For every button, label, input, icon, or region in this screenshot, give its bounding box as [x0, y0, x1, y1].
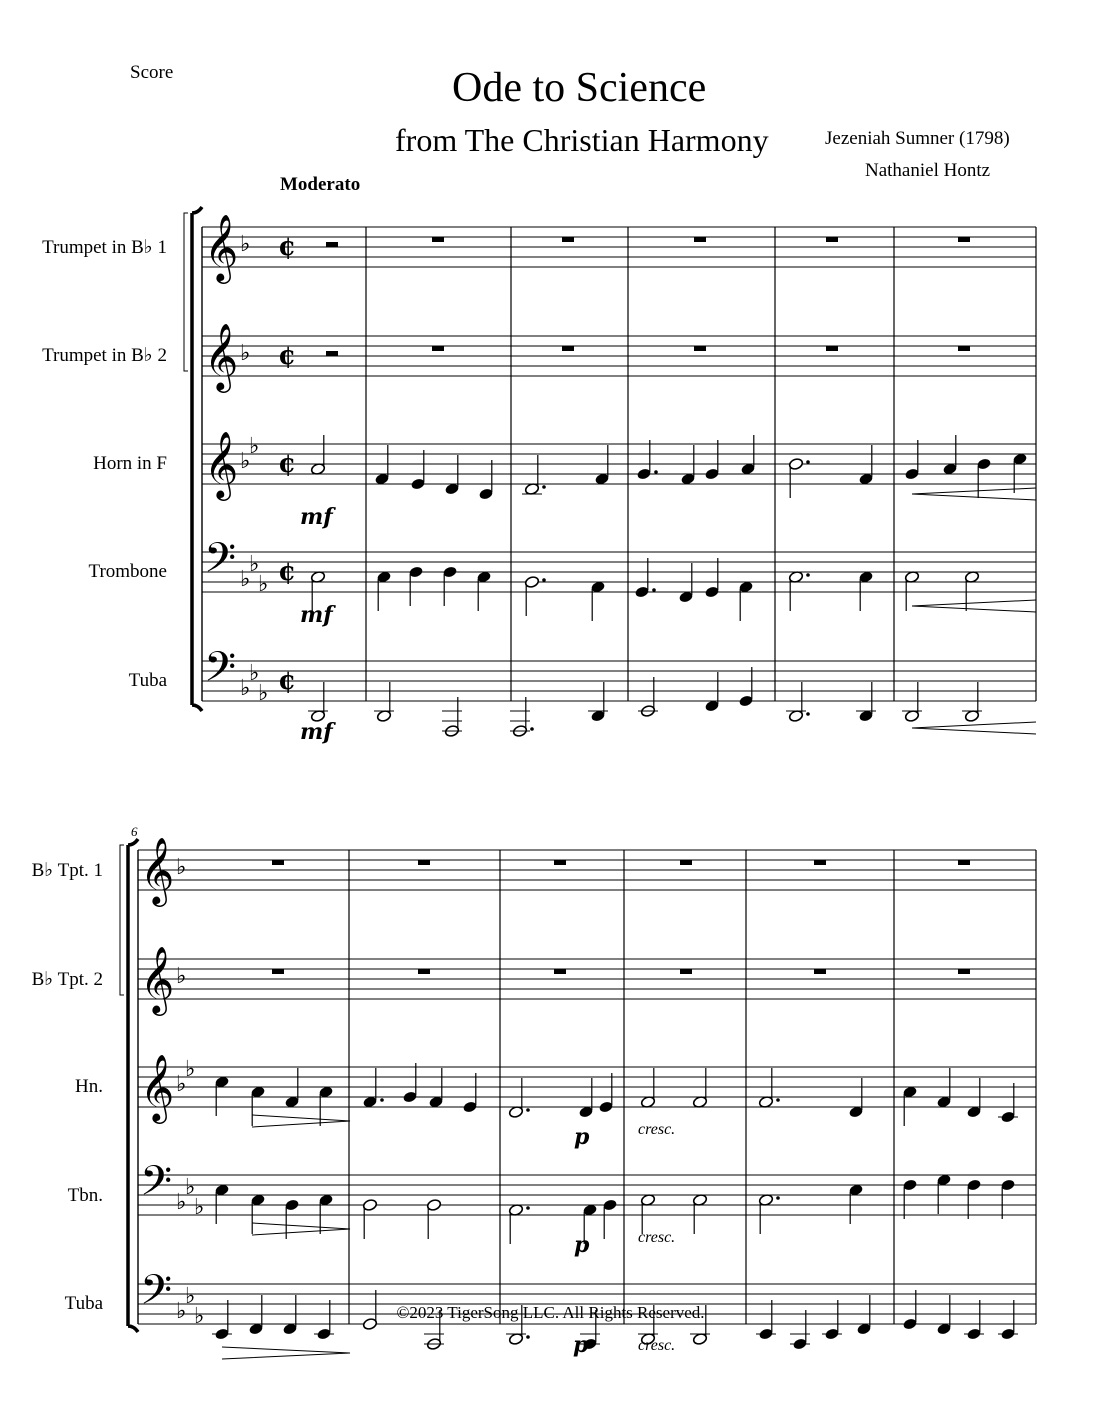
flat-icon: ♭: [194, 1195, 205, 1220]
treble-clef-icon: 𝄞: [204, 213, 239, 281]
dot: [652, 588, 656, 592]
copyright-notice: ©2023 TigerSong LLC. All Rights Reserved.: [396, 1303, 705, 1322]
instrument-name-trumpet-1: Trumpet in B♭ 1: [42, 237, 167, 258]
whole-rest: [826, 237, 838, 242]
flat-icon: ♭: [176, 1072, 187, 1097]
flat-icon: ♭: [240, 449, 251, 474]
whole-rest: [958, 969, 970, 974]
whole-rest: [418, 969, 430, 974]
half-rest: [326, 242, 338, 247]
instrument-abbr-tuba: Tuba: [64, 1293, 103, 1314]
treble-clef-icon: 𝄞: [140, 945, 175, 1013]
whole-rest: [562, 237, 574, 242]
flat-icon: ♭: [240, 676, 251, 701]
flat-icon: ♭: [258, 572, 269, 597]
flat-icon: ♭: [176, 964, 187, 989]
whole-rest: [814, 969, 826, 974]
whole-rest: [418, 860, 430, 865]
bass-clef-icon: 𝄢: [140, 1157, 173, 1215]
dot: [530, 727, 534, 731]
whole-rest: [554, 969, 566, 974]
dot: [806, 460, 810, 464]
notation-text: [128, 504, 676, 1358]
dot: [542, 578, 546, 582]
trumpet-bracket: [120, 845, 124, 995]
decrescendo-hairpin: [252, 1223, 350, 1235]
whole-rest: [826, 346, 838, 351]
crescendo-hairpin: [912, 722, 1036, 734]
instrument-name-horn: Horn in F: [93, 453, 167, 474]
cut-time-icon: ¢: [278, 557, 297, 587]
whole-rest: [432, 346, 444, 351]
cut-time-icon: ¢: [278, 666, 297, 696]
instrument-abbr-trumpet-2: B♭ Tpt. 2: [31, 969, 103, 990]
flat-icon: ♭: [185, 1057, 196, 1082]
dynamic-tuba-p: p: [573, 1332, 589, 1358]
whole-rest: [562, 346, 574, 351]
dot: [526, 1206, 530, 1210]
instrument-name-trumpet-2: Trumpet in B♭ 2: [42, 345, 167, 366]
whole-rest: [554, 860, 566, 865]
piece-subtitle: from The Christian Harmony: [395, 122, 769, 158]
whole-rest: [680, 860, 692, 865]
cresc-tuba: cresc.: [638, 1337, 676, 1354]
cut-time-icon: ¢: [278, 341, 297, 371]
bass-clef-icon: 𝄢: [140, 1266, 173, 1324]
instrument-name-trombone: Trombone: [88, 561, 167, 582]
dot: [776, 1098, 780, 1102]
flat-icon: ♭: [176, 855, 187, 880]
trumpet-bracket: [184, 213, 188, 371]
flat-icon: ♭: [240, 567, 251, 592]
dynamic-tuba-mf: mf: [300, 719, 333, 745]
dot: [526, 1335, 530, 1339]
dot: [806, 712, 810, 716]
flat-icon: ♭: [185, 1284, 196, 1309]
whole-rest: [272, 969, 284, 974]
treble-clef-icon: 𝄞: [140, 1053, 175, 1121]
flat-icon: ♭: [194, 1304, 205, 1329]
decrescendo-hairpin: [222, 1347, 350, 1359]
flat-icon: ♭: [176, 1190, 187, 1215]
cut-time-icon: ¢: [278, 232, 297, 262]
instrument-name-tuba: Tuba: [128, 670, 167, 691]
bass-clef-icon: 𝄢: [204, 643, 237, 701]
tempo-marking: Moderato: [280, 174, 361, 195]
cresc-trombone: cresc.: [638, 1229, 676, 1246]
piece-title: Ode to Science: [452, 65, 707, 111]
whole-rest: [694, 237, 706, 242]
crescendo-hairpin: [912, 488, 1036, 500]
flat-icon: ♭: [249, 661, 260, 686]
half-rest: [326, 351, 338, 356]
score-label: Score: [130, 62, 174, 83]
treble-clef-icon: 𝄞: [140, 836, 175, 904]
dot: [806, 573, 810, 577]
composer-credit: Jezeniah Sumner (1798): [825, 128, 1010, 149]
flat-icon: ♭: [240, 232, 251, 257]
dot: [654, 470, 658, 474]
instrument-abbr-trombone: Tbn.: [67, 1185, 103, 1206]
dot: [380, 1098, 384, 1102]
dot: [542, 485, 546, 489]
flat-icon: ♭: [240, 341, 251, 366]
flat-icon: ♭: [176, 1299, 187, 1324]
flat-icon: ♭: [258, 681, 269, 706]
instrument-abbr-trumpet-1: B♭ Tpt. 1: [31, 860, 103, 881]
flat-icon: ♭: [249, 552, 260, 577]
crescendo-hairpin: [912, 600, 1036, 612]
whole-rest: [958, 860, 970, 865]
treble-clef-icon: 𝄞: [204, 322, 239, 390]
whole-rest: [958, 346, 970, 351]
arranger-credit: Nathaniel Hontz: [865, 160, 991, 181]
dynamic-horn-p: p: [574, 1124, 590, 1150]
whole-rest: [272, 860, 284, 865]
measure-number: 6: [131, 824, 138, 839]
cresc-horn: cresc.: [638, 1121, 676, 1138]
whole-rest: [814, 860, 826, 865]
flat-icon: ♭: [249, 434, 260, 459]
whole-rest: [432, 237, 444, 242]
instrument-abbr-horn: Hn.: [75, 1076, 103, 1097]
dot: [776, 1196, 780, 1200]
notation-marks: [120, 207, 1036, 1359]
treble-clef-icon: 𝄞: [204, 430, 239, 498]
system-bracket: [128, 839, 138, 1332]
dynamic-trombone-p: p: [574, 1232, 590, 1258]
whole-rest: [694, 346, 706, 351]
flat-icon: ♭: [185, 1175, 196, 1200]
whole-rest: [680, 969, 692, 974]
dynamic-trombone-mf: mf: [300, 602, 333, 628]
bass-clef-icon: 𝄢: [204, 534, 237, 592]
staff-lines: [138, 227, 1036, 1324]
dynamic-horn-mf: mf: [300, 504, 333, 530]
cut-time-icon: ¢: [278, 449, 297, 479]
dot: [526, 1108, 530, 1112]
decrescendo-hairpin: [252, 1115, 350, 1127]
whole-rest: [958, 237, 970, 242]
system-bracket: [192, 207, 202, 711]
